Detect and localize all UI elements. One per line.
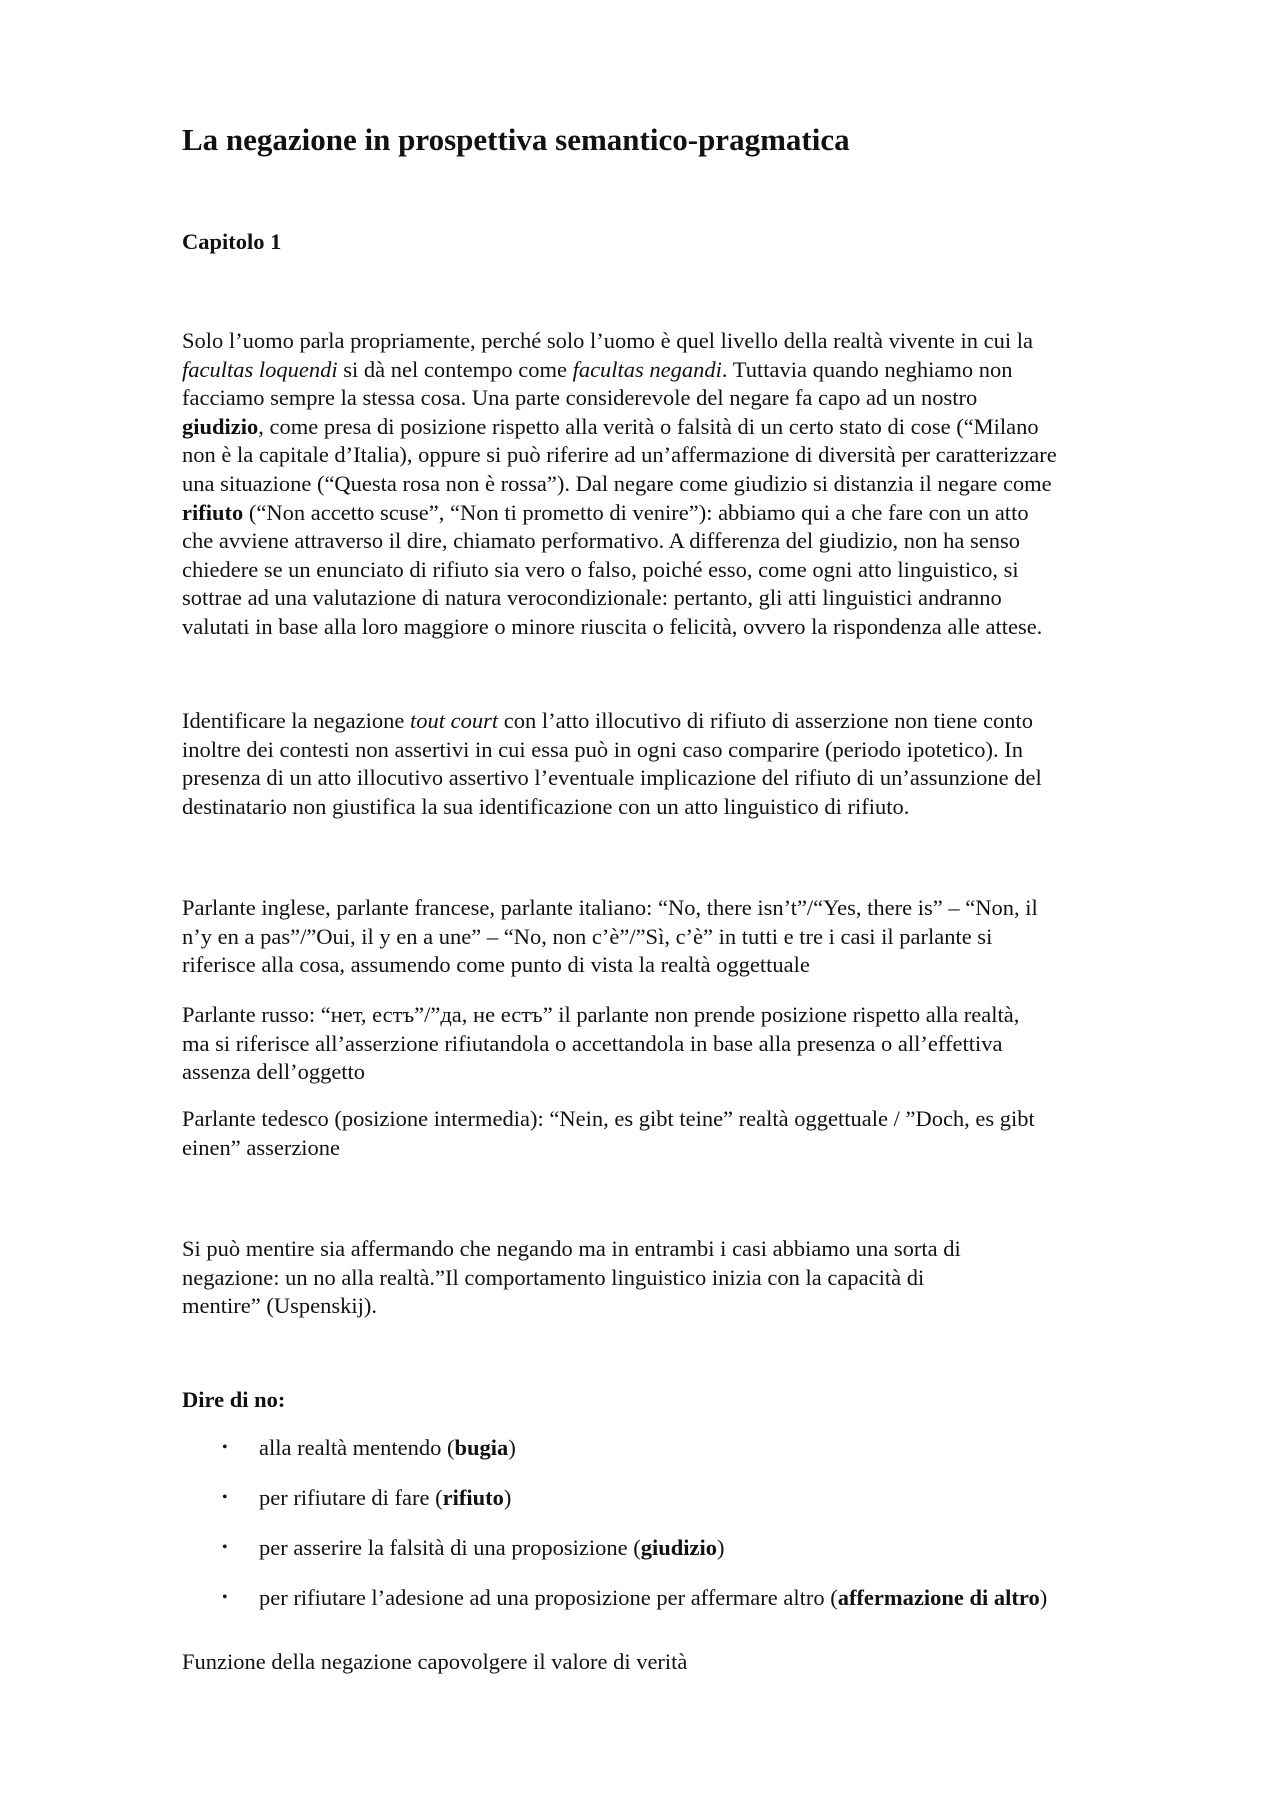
paragraph-3 [182, 894, 1038, 980]
document-title: La negazione in prospettiva semantico-pragmatica [182, 122, 850, 157]
text-line: Parlante inglese, parlante francese, parlante italiano: “No, there isn’t”/“Yes, there is” – “Non, il [182, 895, 1038, 920]
list-item-close: ) [503, 1485, 512, 1510]
text-line: valutati in base alla loro maggiore o minore riuscita o felicità, ovvero la rispondenza alle attese. [182, 613, 1043, 639]
text-run: si dà nel contempo come [337, 356, 573, 382]
list-item [182, 1583, 1047, 1633]
bullet-icon: • [222, 1439, 228, 1456]
text-line [182, 499, 1057, 528]
italic-term: facultas negandi [572, 356, 722, 382]
bold-term: rifiuto [182, 499, 244, 525]
text-line: chiedere se un enunciato di rifiuto sia vero o falso, poiché esso, come ogni atto linguistico, si [182, 556, 1019, 582]
text-line: una situazione (“Questa rosa non è rossa”). Dal negare come giudizio si distanzia il negare come [182, 470, 1052, 496]
text-line: mentire” (Uspenskij). [182, 1293, 377, 1319]
closing-line: Funzione della negazione capovolgere il valore di verità [182, 1649, 688, 1674]
text-line: einen” asserzione [182, 1134, 341, 1160]
text-run: , come presa di posizione rispetto alla verità o falsità di un certo stato di cose (“Milano [258, 413, 1039, 439]
text-line: destinatario non giustifica la sua identificazione con un atto linguistico di rifiuto. [182, 793, 910, 819]
list-item-bold: affermazione di altro [837, 1585, 1040, 1610]
text-line: facciamo sempre la stessa cosa. Una parte considerevole del negare fa capo ad un nostro [182, 385, 978, 411]
bold-term: giudizio [182, 413, 259, 439]
list-item-text: per asserire la falsità di una proposizione ( [259, 1535, 641, 1560]
text-line: Si può mentire sia affermando che negando ma in entrambi i casi abbiamo una sorta di [182, 1236, 961, 1261]
list-heading: Dire di no: [182, 1387, 286, 1412]
bullet-icon: • [222, 1539, 228, 1556]
bullet-list [182, 1433, 1047, 1633]
list-item-text: per rifiutare di fare ( [259, 1485, 443, 1510]
bullet-icon: • [222, 1589, 228, 1606]
list-item-close: ) [717, 1535, 725, 1560]
text-line: assenza dell’oggetto [182, 1059, 366, 1085]
text-line: non è la capitale d’Italia), oppure si può riferire ad un’affermazione di diversità per caratterizzare [182, 442, 1057, 468]
paragraph-6 [182, 1235, 961, 1321]
text-line [182, 413, 1057, 442]
text-line: inoltre dei contesti non assertivi in cui essa può in ogni caso comparire (periodo ipotetico). In [182, 736, 1024, 762]
paragraph-2 [182, 707, 1042, 821]
list-item-text: alla realtà mentendo ( [259, 1435, 455, 1460]
text-line: n’y en a pas”/”Oui, il y en a une” – “No, non c’è”/”Sì, c’è” in tutti e tre i casi il parlante si [182, 923, 993, 949]
bullet-icon: • [222, 1489, 228, 1506]
text-line: riferisce alla cosa, assumendo come punto di vista la realtà oggettuale [182, 952, 810, 978]
list-item-close: ) [508, 1435, 516, 1460]
chapter-heading: Capitolo 1 [182, 229, 282, 254]
text-line: sottrae ad una valutazione di natura verocondizionale: pertanto, gli atti linguistici andranno [182, 585, 1002, 611]
list-item [182, 1483, 1047, 1533]
list-item [182, 1533, 1047, 1583]
text-run: (“Non accetto scuse”, “Non ti prometto di venire”): abbiamo qui a che fare con un atto [243, 499, 1029, 525]
list-item [182, 1433, 1047, 1483]
text-line: ma si riferisce all’asserzione rifiutandola o accettandola in base alla presenza o all’effettiva [182, 1030, 1003, 1056]
text-line: presenza di un atto illocutivo assertivo l’eventuale implicazione del rifiuto di un’assunzione del [182, 765, 1042, 791]
list-item-text: per rifiutare l’adesione ad una proposizione per affermare altro ( [259, 1585, 838, 1610]
text-run: . Tuttavia quando neghiamo non [721, 356, 1013, 382]
text-line: Solo l’uomo parla propriamente, perché solo l’uomo è quel livello della realtà vivente in cui la [182, 328, 1033, 353]
text-run: Identificare la negazione [182, 708, 410, 733]
list-item-bold: giudizio [640, 1535, 718, 1560]
text-line [182, 356, 1057, 385]
paragraph-4 [182, 1001, 1019, 1087]
paragraph-1 [182, 327, 1057, 642]
italic-term: tout court [410, 708, 499, 733]
list-item-bold: bugia [454, 1435, 509, 1460]
text-line [182, 707, 1042, 736]
list-item-bold: rifiuto [442, 1485, 504, 1510]
text-run: con l’atto illocutivo di rifiuto di asserzione non tiene conto [498, 708, 1033, 733]
text-line: Parlante tedesco (posizione intermedia): “Nein, es gibt teine” realtà oggettuale / ”Doch, es gibt [182, 1106, 1035, 1131]
italic-term: facultas loquendi [182, 356, 338, 382]
paragraph-5 [182, 1105, 1035, 1162]
text-line: che avviene attraverso il dire, chiamato performativo. A differenza del giudizio, non ha senso [182, 528, 1021, 554]
text-line: negazione: un no alla realtà.”Il comportamento linguistico inizia con la capacità di [182, 1264, 925, 1290]
list-item-close: ) [1039, 1585, 1048, 1610]
text-line: Parlante russo: “нет, естъ”/”да, не естъ” il parlante non prende posizione rispetto alla realtà, [182, 1002, 1020, 1027]
